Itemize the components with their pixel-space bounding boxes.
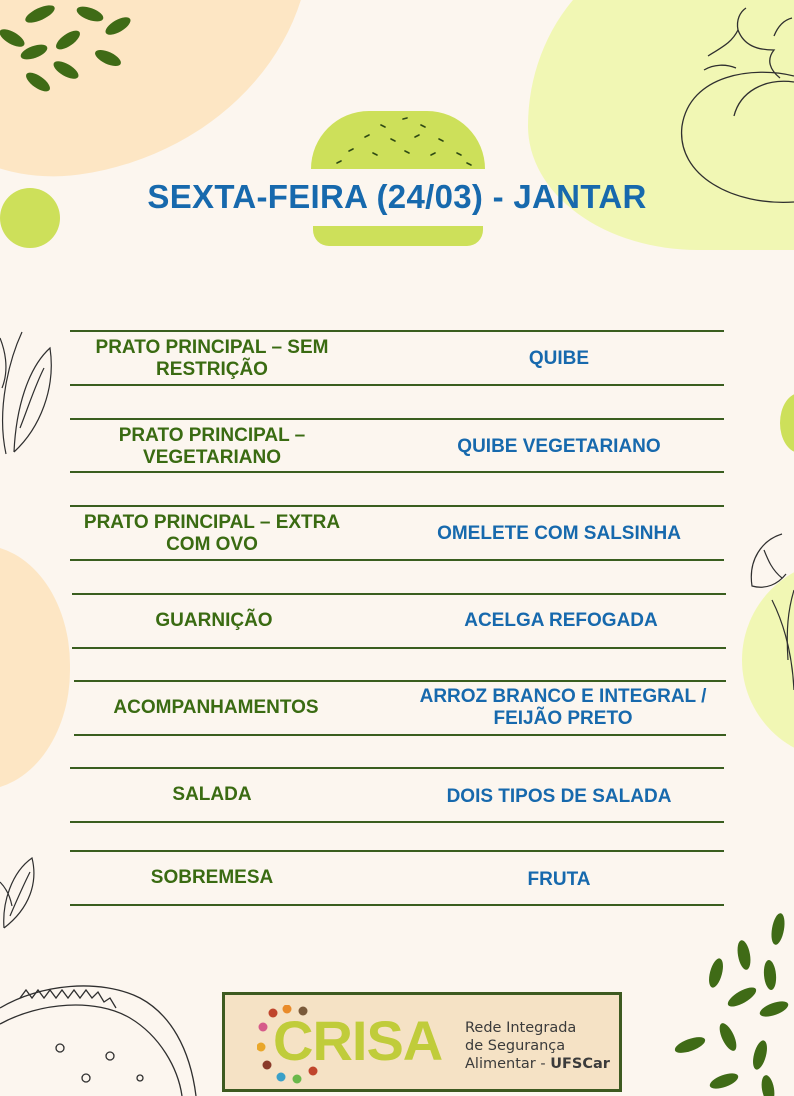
logo-wordmark: CRISA — [273, 1009, 443, 1072]
menu-value: QUIBE — [528, 348, 590, 369]
tagline-text: Alimentar - — [465, 1056, 551, 1072]
menu-label: PRATO PRINCIPAL – VEGETARIANO — [118, 425, 306, 468]
tagline-line: Rede Integrada — [465, 1020, 577, 1036]
menu-label: PRATO PRINCIPAL – EXTRA COM OVO — [83, 512, 341, 555]
row-divider — [70, 904, 724, 906]
menu-value: ACELGA REFOGADA — [464, 610, 658, 631]
logo-tagline — [465, 1019, 610, 1073]
menu-label: SOBREMESA — [150, 867, 274, 888]
tagline-line — [465, 1055, 610, 1073]
row-divider — [70, 418, 724, 420]
menu-label: GUARNIÇÃO — [155, 610, 273, 631]
row-divider — [74, 680, 726, 682]
row-divider — [70, 767, 724, 769]
row-divider — [72, 593, 726, 595]
menu-value: DOIS TIPOS DE SALADA — [446, 786, 672, 807]
row-divider — [70, 330, 724, 332]
menu-value: QUIBE VEGETARIANO — [457, 436, 661, 457]
row-divider — [70, 850, 724, 852]
row-divider — [70, 384, 724, 386]
tagline-line: de Segurança — [465, 1038, 566, 1054]
menu-label: ACOMPANHAMENTOS — [113, 697, 319, 718]
menu-value: ARROZ BRANCO E INTEGRAL / FEIJÃO PRETO — [419, 686, 707, 729]
row-divider — [70, 505, 724, 507]
row-divider — [70, 559, 724, 561]
crisa-logo — [222, 992, 622, 1092]
menu-value: FRUTA — [527, 869, 591, 890]
menu-label: SALADA — [172, 784, 252, 805]
row-divider — [72, 647, 726, 649]
menu-value: OMELETE COM SALSINHA — [437, 523, 681, 544]
tagline-ufscar: UFSCar — [550, 1056, 610, 1072]
menu-label: PRATO PRINCIPAL – SEM RESTRIÇÃO — [95, 337, 329, 380]
row-divider — [74, 734, 726, 736]
page-title: SEXTA-FEIRA (24/03) - JANTAR — [147, 178, 647, 215]
